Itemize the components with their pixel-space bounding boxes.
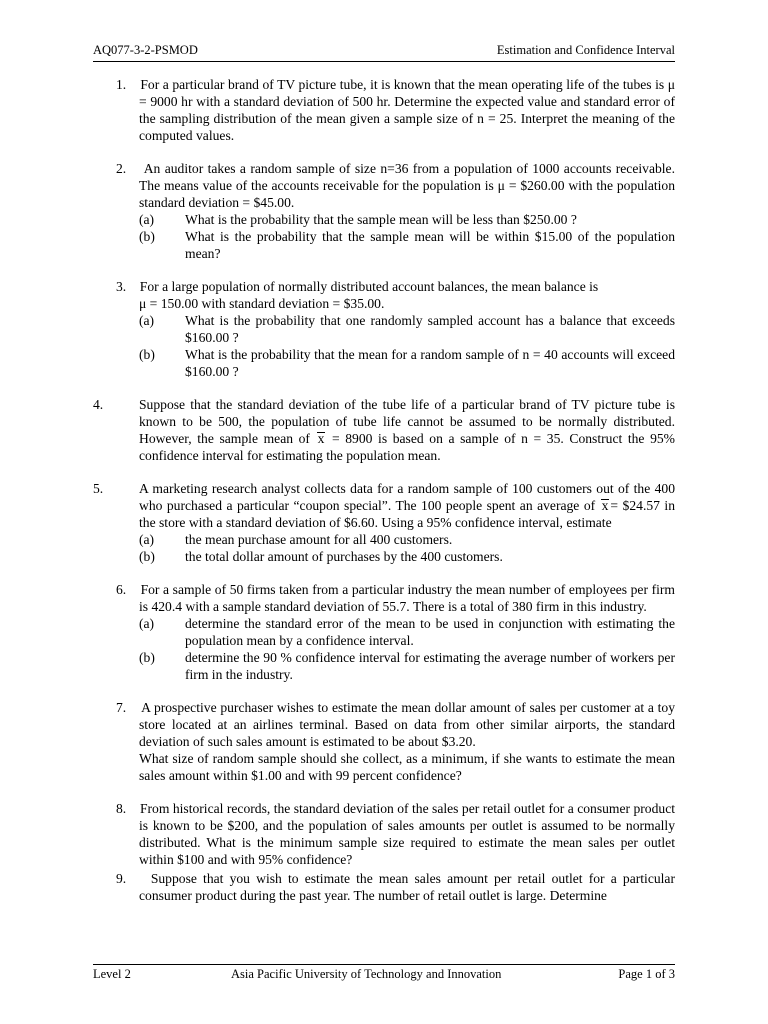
- topic-title: Estimation and Confidence Interval: [496, 43, 675, 57]
- question-4: 4. Suppose that the standard deviation of the tube life of a particular brand of TV picture tube is known to be 500, the population of tube life cannot be assumed to be normally distributed. However, the sample mean of x = 8900 is based on a sample of n = 35. Construct the 95% confidence interval for estimating the population mean.: [93, 397, 675, 463]
- subquestion-2b: (b) What is the probability that the sample mean will be within $15.00 of the population mean?: [139, 229, 675, 261]
- subquestion-3b: (b) What is the probability that the mean for a random sample of n = 40 accounts will exceed $160.00 ?: [139, 347, 675, 379]
- question-5: 5. A marketing research analyst collects data for a random sample of 100 customers out of the 400 who purchased a particular “coupon special”. The 100 people spent an average of x = $24.57 in the store with a standard deviation of $6.60. Using a 95% confidence interval, estimate (a) the mean purchase amount for all 400 customers. (b) the total dollar amount of purchases by the 400 customers.: [93, 481, 675, 564]
- institution-name: Asia Pacific University of Technology and Innovation: [231, 967, 502, 981]
- x-bar-symbol: x: [317, 431, 325, 446]
- subquestion-6b: (b) determine the 90 % confidence interval for estimating the average number of workers per firm in the industry.: [139, 650, 675, 682]
- subquestion-2a: (a) What is the probability that the sample mean will be less than $250.00 ?: [139, 212, 577, 227]
- question-number: 8.: [116, 801, 127, 816]
- question-number: 3.: [116, 279, 127, 294]
- question-text: From historical records, the standard deviation of the sales per retail outlet for a consumer product is known to be $200, and the population of sales amounts per outlet is assumed to be normally distributed. What is the minimum sample size required to estimate the mean sales per outlet within $100 and with 95% confidence?: [139, 801, 676, 867]
- question-number: 9.: [116, 871, 127, 886]
- question-1: [93, 76, 675, 144]
- question-number: 7.: [116, 700, 127, 715]
- question-9: [93, 870, 675, 904]
- question-list: [93, 76, 675, 920]
- question-text: For a large population of normally distributed account balances, the mean balance is: [139, 279, 599, 294]
- question-text: For a particular brand of TV picture tube, it is known that the mean operating life of the tubes is μ = 9000 hr with a standard deviation of 500 hr. Determine the expected value and standard error of the sampling distribution of the mean given a sample size of n = 25. Interpret the meaning of the computed values.: [139, 77, 676, 143]
- question-8: [93, 800, 675, 868]
- question-text: A prospective purchaser wishes to estimate the mean dollar amount of sales per customer at a toy store located at an airlines terminal. Based on data from other similar airports, the standard deviation of such sales amount is estimated to be about $3.20.: [139, 700, 675, 749]
- module-code: AQ077-3-2-PSMOD: [93, 43, 198, 57]
- subquestion-5a: (a) the mean purchase amount for all 400 customers.: [139, 532, 453, 547]
- page-footer: [93, 964, 675, 985]
- x-bar-symbol: x: [601, 498, 609, 513]
- question-number: 6.: [116, 582, 127, 597]
- question-number: 5.: [93, 481, 104, 496]
- question-6: [93, 581, 675, 683]
- question-text-line2: μ = 150.00 with standard deviation = $35.00.: [139, 296, 385, 311]
- page-number: Page 1 of 3: [618, 967, 675, 981]
- question-number: 2.: [116, 161, 127, 176]
- question-text: For a sample of 50 firms taken from a particular industry the mean number of employees per firm is 420.4 with a sample standard deviation of 55.7. There is a total of 380 firm in this industry.: [139, 582, 675, 614]
- question-7: [93, 699, 675, 784]
- subquestion-6a: (a) determine the standard error of the mean to be used in conjunction with estimating the population mean by a confidence interval.: [139, 616, 675, 648]
- question-text-line2: What size of random sample should she collect, as a minimum, if she wants to estimate the mean sales amount within $1.00 and with 99 percent confidence?: [139, 751, 675, 783]
- subquestion-3a: (a) What is the probability that one randomly sampled account has a balance that exceeds $160.00 ?: [139, 313, 675, 345]
- course-level: Level 2: [93, 967, 131, 981]
- question-number: 1.: [116, 77, 127, 92]
- question-text: An auditor takes a random sample of size n=36 from a population of 1000 accounts receivable. The means value of the accounts receivable for the population is μ = $260.00 with the population standard deviation = $45.00.: [139, 161, 675, 210]
- question-text: Suppose that the standard deviation of the tube life of a particular brand of TV picture tube is known to be 500, the population of tube life cannot be assumed to be normally distributed. However, the sample mean of: [139, 397, 675, 446]
- question-number: 4.: [93, 397, 104, 412]
- question-2: [93, 160, 675, 262]
- subquestion-5b: (b) the total dollar amount of purchases by the 400 customers.: [139, 549, 503, 564]
- question-3: [93, 278, 675, 380]
- question-text: A marketing research analyst collects data for a random sample of 100 customers out of the 400 who purchased a particular “coupon special”. The 100 people spent an average of: [139, 481, 675, 513]
- question-text: Suppose that you wish to estimate the mean sales amount per retail outlet for a particular consumer product during the past year. The number of retail outlet is large. Determine: [139, 871, 675, 903]
- page-header: [93, 43, 675, 62]
